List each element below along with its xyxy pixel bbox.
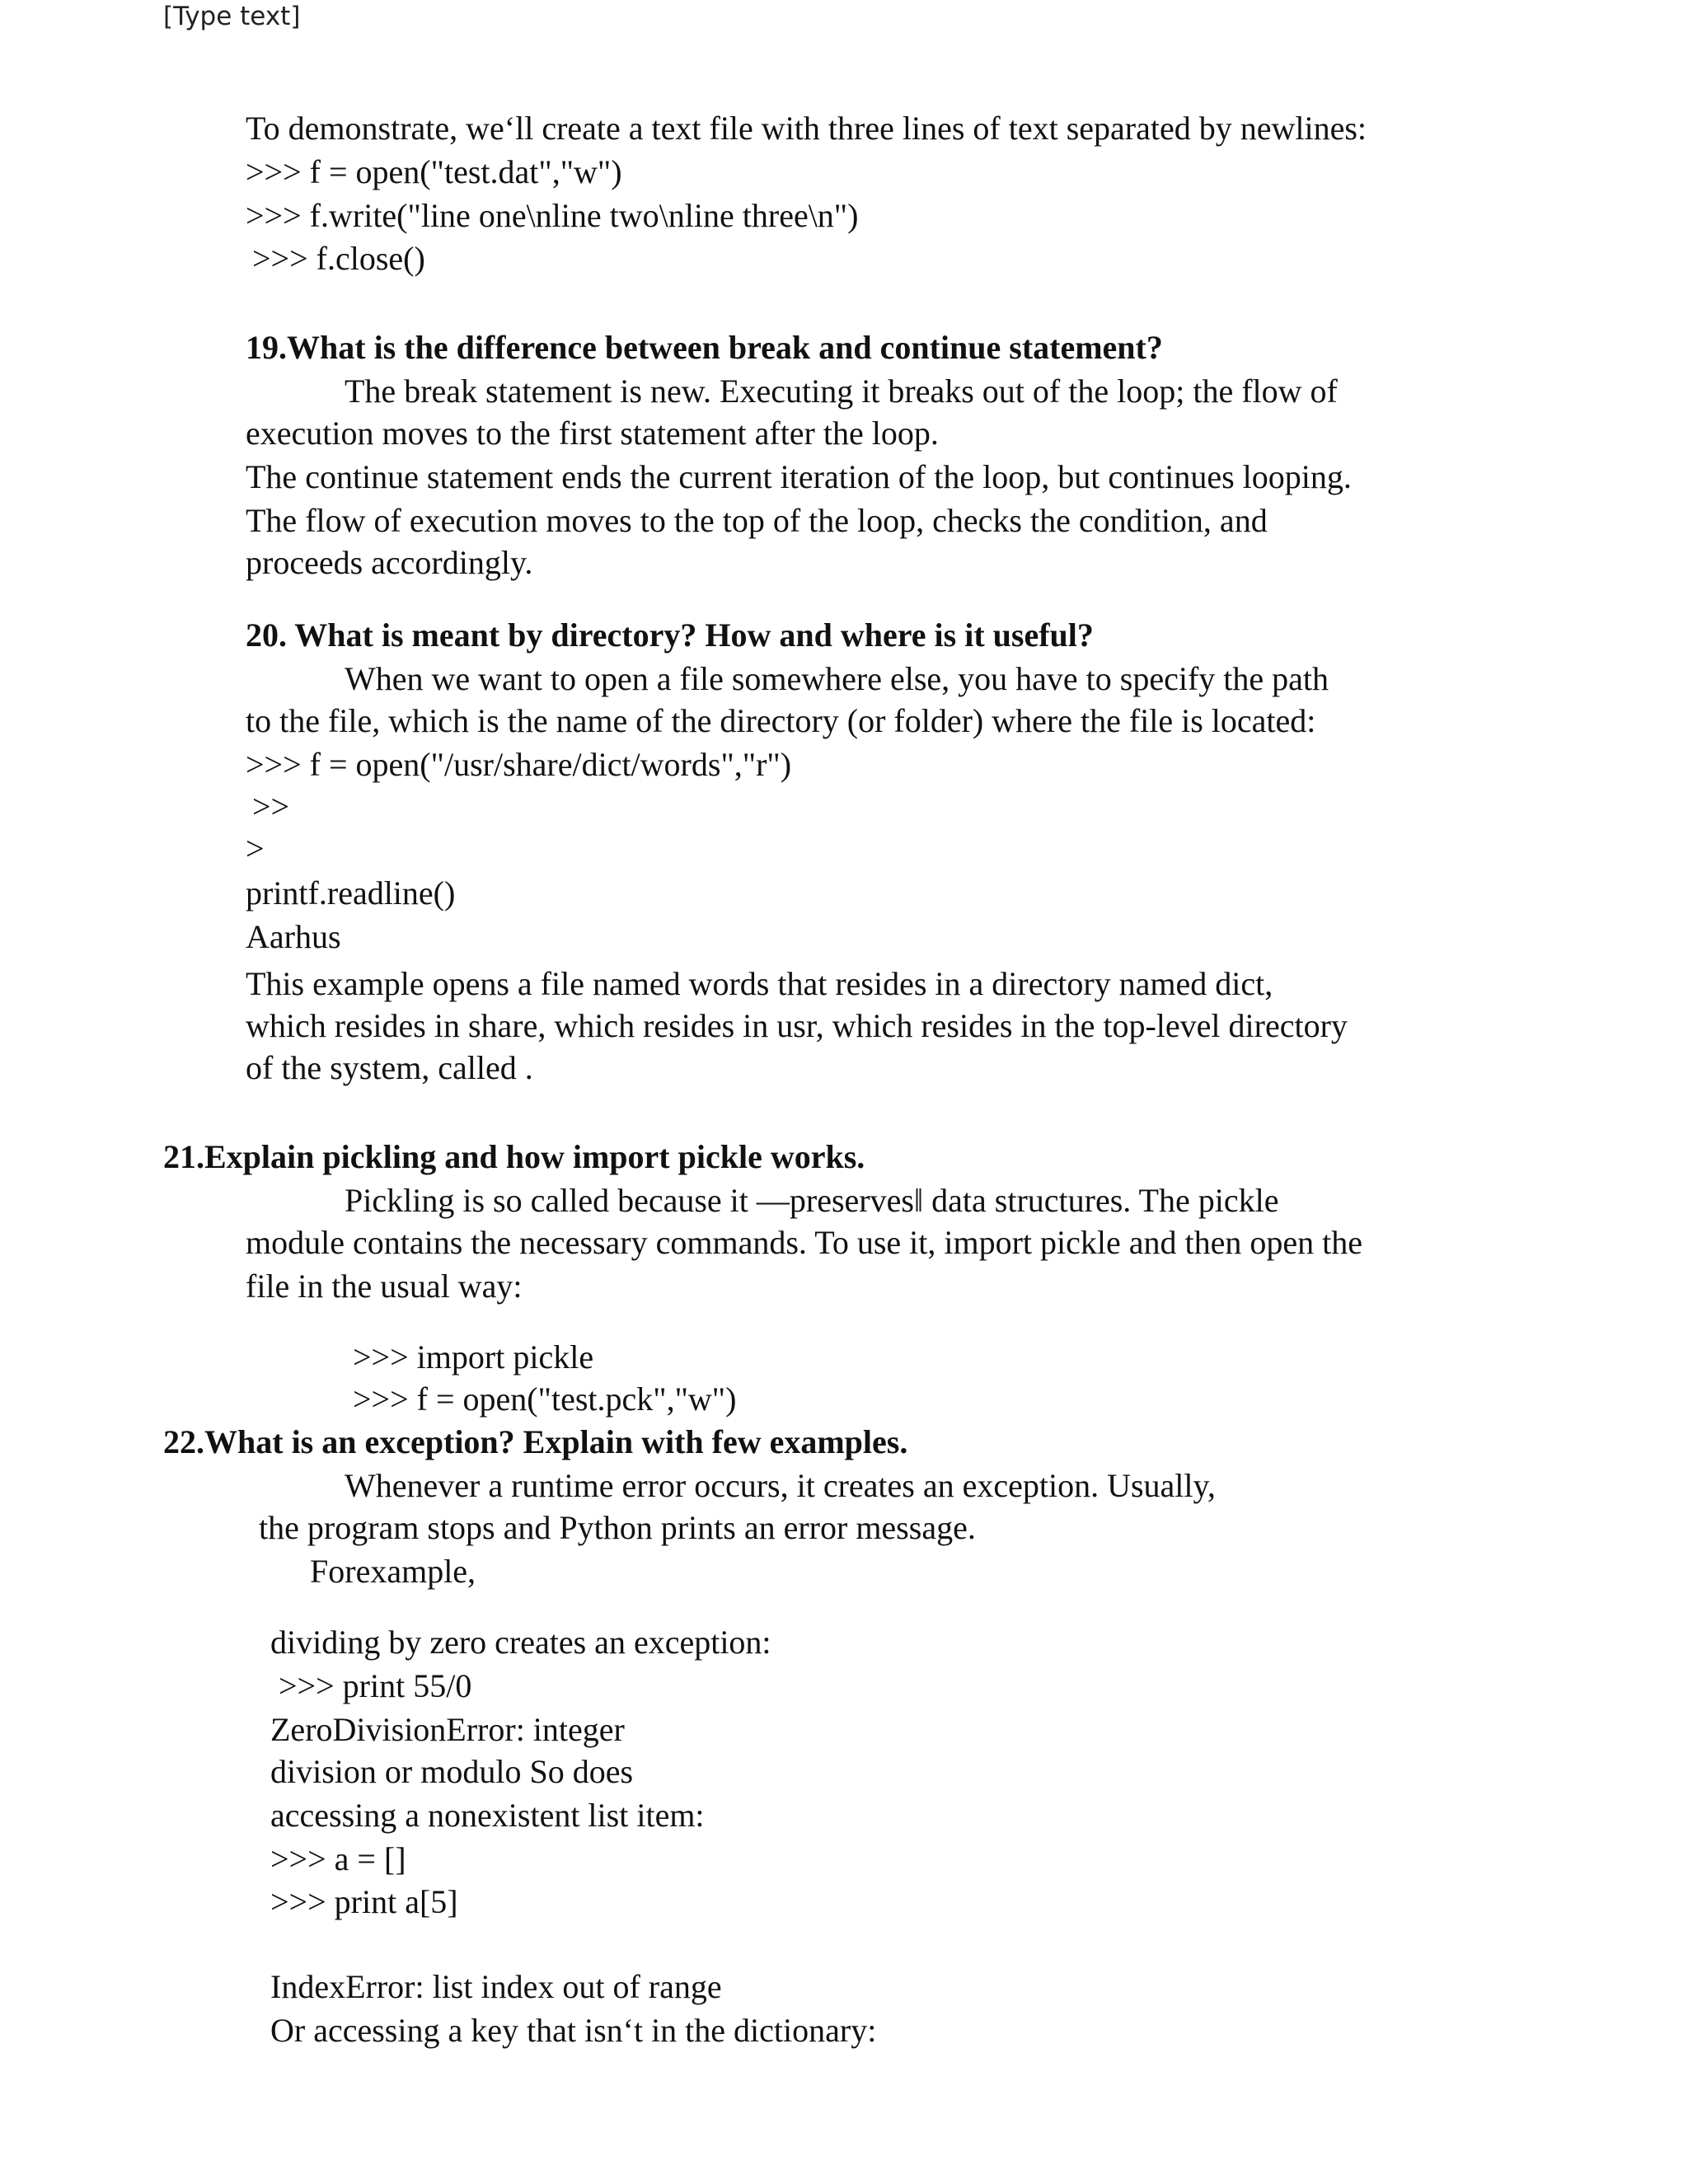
q20-text-line: When we want to open a file somewhere else, you have to specify the path <box>345 660 1329 697</box>
q19-text-line: The flow of execution moves to the top of the loop, checks the condition, and <box>246 502 1268 539</box>
q21-code-line: >>> f = open("test.pck","w") <box>353 1380 737 1418</box>
q22-example-line: >>> print 55/0 <box>279 1667 472 1704</box>
q22-example-line: >>> print a[5] <box>270 1883 458 1920</box>
q22-text-line: Whenever a runtime error occurs, it creates an exception. Usually, <box>345 1467 1216 1504</box>
q22-example-line: division or modulo So does <box>270 1753 634 1790</box>
q20-text-line: which resides in share, which resides in usr, which resides in the top-level directory <box>246 1007 1348 1044</box>
q19-text-line: execution moves to the first statement after the loop. <box>246 415 939 452</box>
q20-output-line: Aarhus <box>246 918 341 955</box>
question-20-heading: 20. What is meant by directory? How and where is it useful? <box>246 616 1094 654</box>
q22-example-line: >>> a = [] <box>270 1840 406 1877</box>
q20-text-line: of the system, called . <box>246 1049 533 1086</box>
q20-code-line: >> <box>252 788 290 825</box>
intro-text: To demonstrate, we‘ll create a text file with three lines of text separated by newlines: <box>246 110 1367 147</box>
q22-text-line: the program stops and Python prints an error message. <box>259 1509 976 1546</box>
q20-text-line: This example opens a file named words that resides in a directory named dict, <box>246 965 1273 1002</box>
q19-text-line: proceeds accordingly. <box>246 544 533 581</box>
intro-code-line: >>> f.close() <box>252 240 425 277</box>
question-21-heading: 21.Explain pickling and how import pickle works. <box>163 1138 865 1175</box>
q19-text-line: The continue statement ends the current iteration of the loop, but continues looping. <box>246 458 1352 495</box>
q21-text-line: module contains the necessary commands. To use it, import pickle and then open the <box>246 1224 1363 1261</box>
header-placeholder: [Type text] <box>163 2 301 31</box>
intro-code-line: >>> f = open("test.dat","w") <box>246 153 622 190</box>
q22-example-line: dividing by zero creates an exception: <box>270 1624 771 1661</box>
q22-example-line: ZeroDivisionError: integer <box>270 1711 625 1748</box>
q20-code-line: > <box>246 830 265 867</box>
q20-code-line: printf.readline() <box>246 874 456 912</box>
q21-text-line: file in the usual way: <box>246 1268 523 1305</box>
q19-text-line: The break statement is new. Executing it breaks out of the loop; the flow of <box>345 373 1338 410</box>
q20-code-line: >>> f = open("/usr/share/dict/words","r") <box>246 746 792 783</box>
q22-text-line: Forexample, <box>310 1553 476 1590</box>
q21-text-line: Pickling is so called because it ―preserves‖ data structures. The pickle <box>345 1182 1279 1219</box>
q21-code-line: >>> import pickle <box>353 1338 594 1376</box>
q20-text-line: to the file, which is the name of the directory (or folder) where the file is located: <box>246 702 1316 739</box>
q22-example-line: Or accessing a key that isn‘t in the dictionary: <box>270 2012 877 2049</box>
intro-code-line: >>> f.write("line one\nline two\nline three\n") <box>246 197 859 234</box>
question-22-heading: 22.What is an exception? Explain with few examples. <box>163 1423 908 1460</box>
q22-example-line: IndexError: list index out of range <box>270 1968 722 2005</box>
q22-example-line: accessing a nonexistent list item: <box>270 1797 705 1834</box>
question-19-heading: 19.What is the difference between break and continue statement? <box>246 329 1163 366</box>
